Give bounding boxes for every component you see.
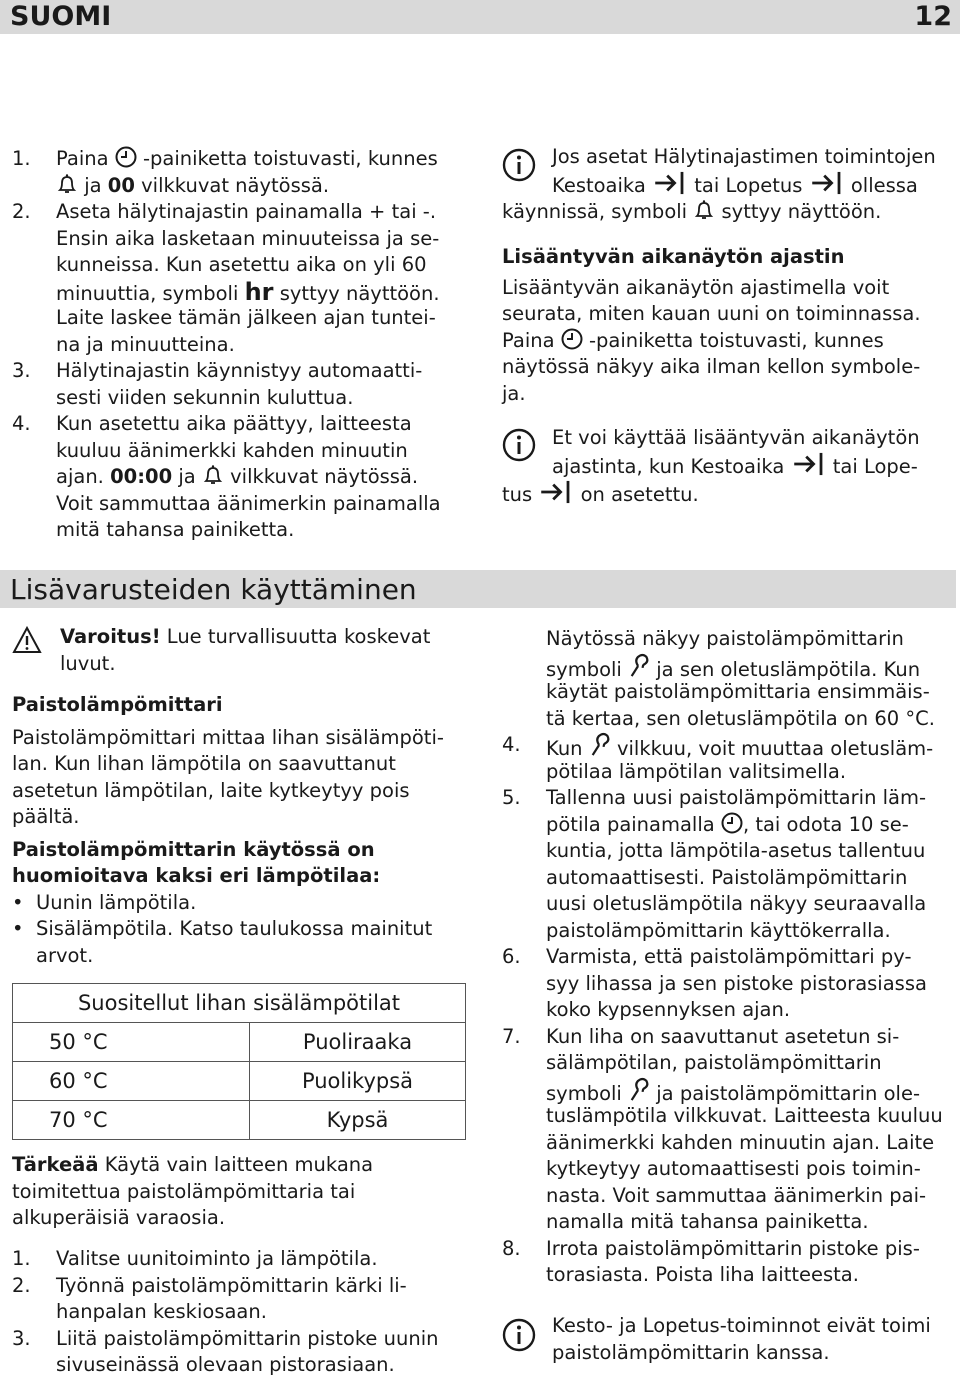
table-row: 50 °C Puoliraaka bbox=[13, 1023, 466, 1062]
duration-icon bbox=[652, 171, 688, 195]
alarm-timer-steps: 1. Paina -painiketta toistuvasti, kunnes ja 00 vilkkuvat näytössä. 2. Aseta hälytinajastin painamalla + tai -. Ensin aika lasketaan minuuteissa ja se- kunneissa. Kun asetettu aika on yli 60 minuuttia, symboli hr syttyy näyttöön. Laite laskee tämän jälkeen ajan tuntei- na ja minuutteina. 3. Hälytinajastin käynnistyy automaatti- sesti viiden sekunnin kuluttua. 4. Kun asetettu aika päättyy, laitteesta kuuluu äänimerkki kahden minuutin ajan. 00:00 ja vilkkuvat näytössä. Voit sammuttaa äänimerkin painamalla mitä tahansa painiketta. bbox=[12, 147, 441, 541]
warning-note: Varoitus! Lue turvallisuutta koskevat luvut. bbox=[60, 625, 431, 675]
table-row: 60 °C Puolikypsä bbox=[13, 1062, 466, 1101]
meat-probe-icon bbox=[628, 1077, 650, 1103]
page-number: 12 bbox=[914, 1, 952, 32]
header-title: SUOMI bbox=[10, 1, 112, 32]
important-note: Tärkeää Käytä vain laitteen mukana toimitettua paistolämpömittaria tai alkuperäisiä varaosia. bbox=[12, 1153, 374, 1229]
duration-icon bbox=[791, 452, 827, 476]
info-note-1: Jos asetat Hälytinajastimen toimintojen Kestoaika tai Lopetus ollessa käynnissä, symboli syttyy näyttöön. bbox=[502, 145, 936, 223]
meat-probe-icon bbox=[628, 653, 650, 679]
probe-steps: 1. Valitse uunitoiminto ja lämpötila. 2. Työnnä paistolämpömittarin kärki li- hanpalan keskiosaan. 3. Liitä paistolämpömittarin pistoke uunin sivuseinässä olevaan pistorasiaan. bbox=[12, 1247, 439, 1376]
table-title: Suositellut lihan sisälämpötilat bbox=[13, 984, 466, 1023]
hr-icon: hr bbox=[244, 277, 274, 306]
table-row: 70 °C Kypsä bbox=[13, 1101, 466, 1140]
info-note-3: Kesto- ja Lopetus-toiminnot eivät toimi paistolämpömittarin kanssa. bbox=[552, 1314, 931, 1364]
end-time-icon bbox=[809, 171, 845, 195]
clock-icon bbox=[721, 812, 743, 834]
probe-steps-continued: Näytössä näkyy paistolämpömittarin symboli ja sen oletuslämpötila. Kun käytät paistolämpömittaria ensimmäis- tä kertaa, sen oletuslämpötila on 60 °C. 4. Kun vilkkuu, voit muuttaa oletusläm- pötilaa lämpötilan valitsimella. 5. Tallenna uusi paistolämpömittarin läm- pötila painamalla , tai odota 10 se- kuntia, jotta lämpötila-asetus tallentuu automaattisesti. Paistolämpömittarin uusi oletuslämpötila näkyy seuraavalla paistolämpömittarin käyttökerralla. 6. Varmista, että paistolämpömittari py- syy lihassa ja sen pistoke pistorasiassa koko kypsennyksen ajan. 7. Kun liha on saavuttanut asetetun si- sälämpötilan, paistolämpömittarin symboli ja paistolämpömittarin ole- tuslämpötila vilkkuvat. Laitteesta kuuluu äänimerkki kahden minuutin ajan. Laite kytkeytyy automaattisesti pois toimin- nasta. Voit sammuttaa äänimerkin pai- namalla mitä tahansa painiketta. 8. Irrota paistolämpömittarin pistoke pis- torasiasta. Poista liha laitteesta. bbox=[502, 627, 943, 1286]
section-title-bar bbox=[0, 570, 956, 608]
bell-icon bbox=[56, 173, 78, 195]
temperature-table bbox=[12, 983, 466, 1140]
count-up-heading: Lisääntyvän aikanäytön ajastin bbox=[502, 245, 845, 268]
meat-probe-heading: Paistolämpömittari bbox=[12, 693, 223, 716]
meat-probe-section: Paistolämpömittari Paistolämpömittari mittaa lihan sisälämpöti- lan. Kun lihan lämpötila on saavuttanut asetetun lämpötilan, laite kytkeytyy pois päältä. Paistolämpömittarin käytössä on huomioitava kaksi eri lämpötilaa: • Uunin lämpötila. • Sisälämpötila. Katso taulukossa mainitut arvot. bbox=[12, 692, 472, 969]
info-note-2: Et voi käyttää lisääntyvän aikanäytön ajastinta, kun Kestoaika tai Lope- tus on asetettu. bbox=[502, 426, 920, 506]
end-time-icon bbox=[538, 480, 574, 504]
meat-probe-icon bbox=[589, 732, 611, 758]
bell-icon bbox=[202, 464, 224, 486]
page-header bbox=[0, 0, 960, 34]
clock-icon bbox=[115, 146, 137, 168]
count-up-timer: Lisääntyvän aikanäytön ajastin Lisääntyvän aikanäytön ajastimella voit seurata, miten kauan uuni on toiminnassa. Paina -painiketta toistuvasti, kunnes näytössä näkyy aika ilman kellon symbole- ja. bbox=[502, 244, 958, 407]
section-title: Lisävarusteiden käyttäminen bbox=[10, 573, 417, 606]
clock-icon bbox=[561, 328, 583, 350]
bell-icon bbox=[693, 199, 715, 221]
